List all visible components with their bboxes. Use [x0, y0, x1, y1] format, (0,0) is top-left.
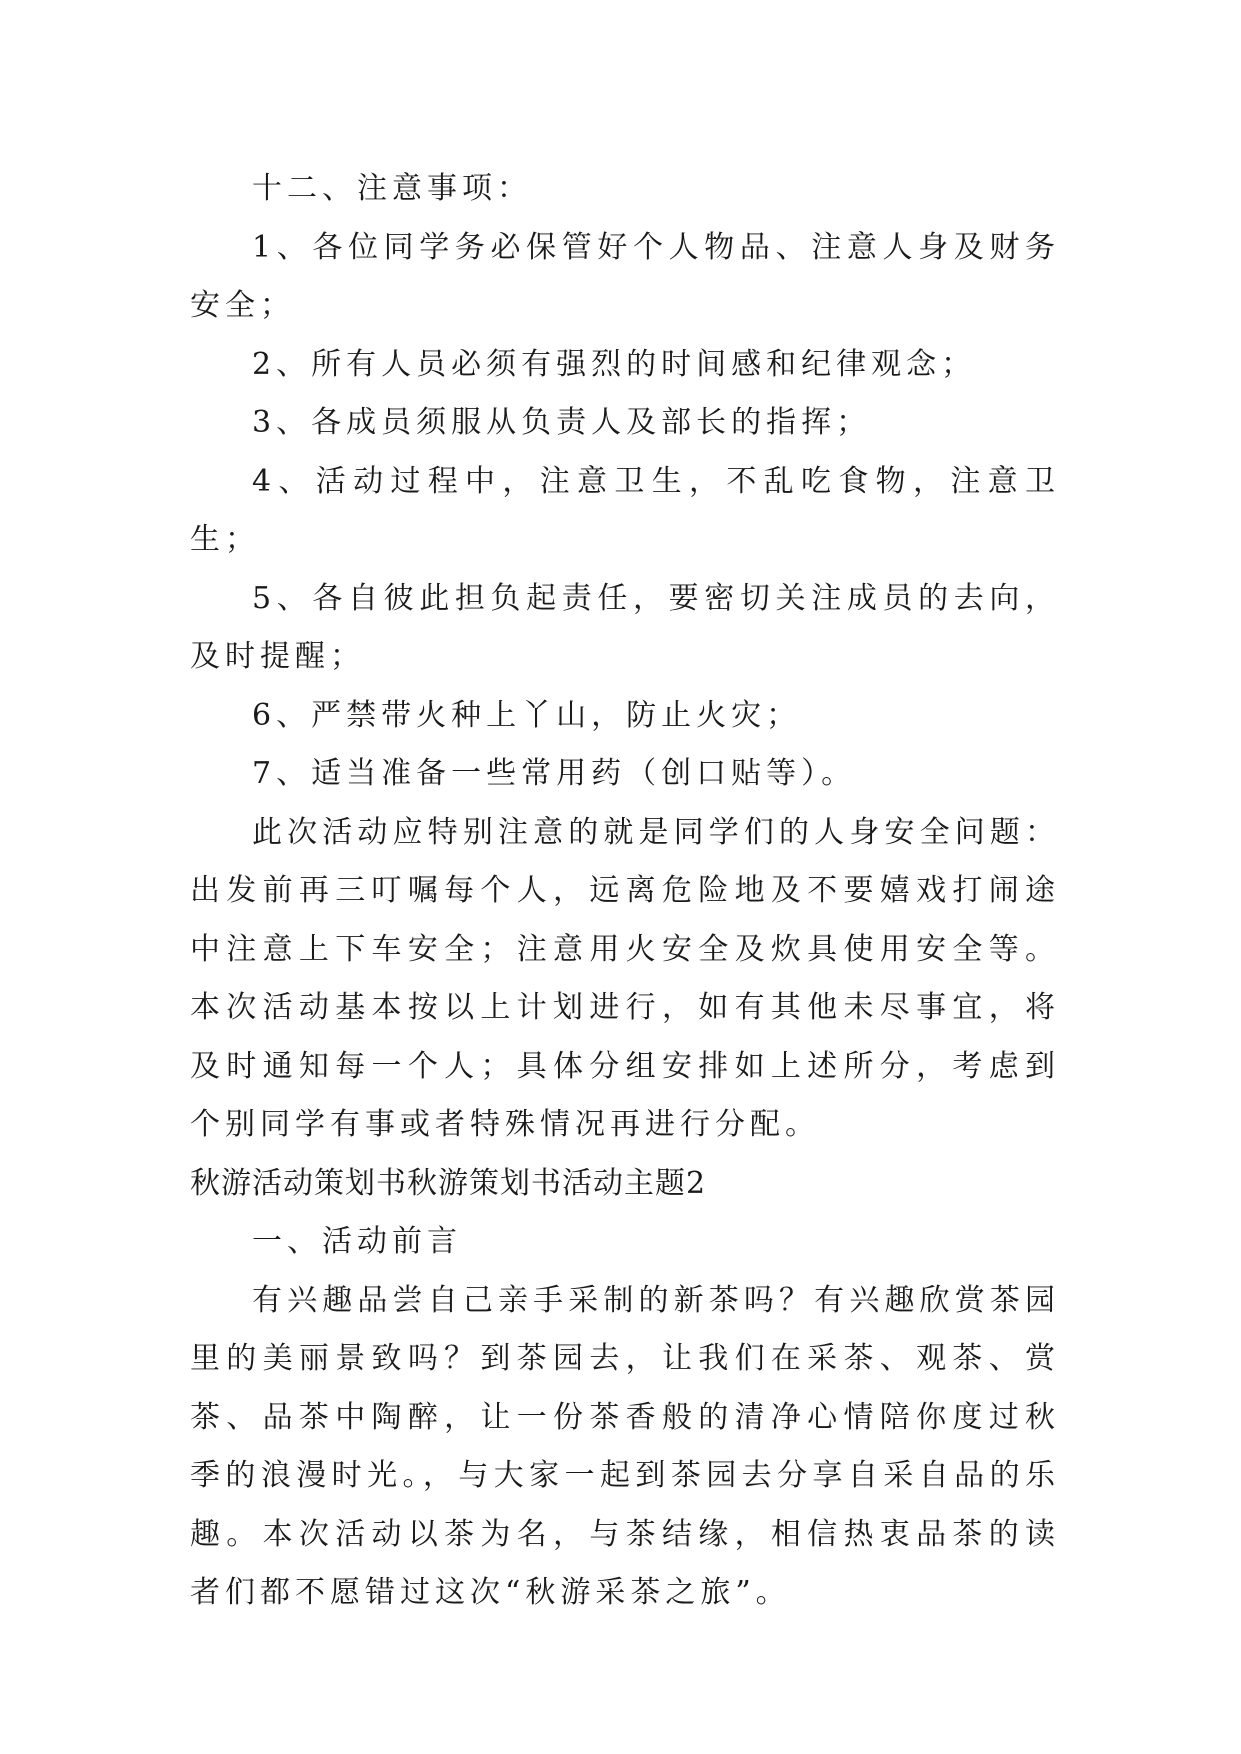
note-item-6: 6、严禁带火种上丫山，防止火灾； — [252, 697, 802, 733]
note-item-7: 7、适当准备一些常用药（创口贴等）。 — [252, 756, 857, 791]
note-item-5: 5、各自彼此担负起责任，要密切关注成员的去向，及时提醒； — [190, 580, 1060, 674]
document-body — [190, 160, 1060, 1623]
preface-heading: 一、活动前言 — [252, 1224, 462, 1259]
notes-heading: 十二、注意事项： — [252, 171, 532, 206]
note-item-1: 1、各位同学务必保管好个人物品、注意人身及财务安全； — [190, 229, 1060, 323]
note-item-3: 3、各成员须服从负责人及部长的指挥； — [252, 405, 872, 440]
section-title: 秋游活动策划书秋游策划书活动主题2 — [190, 1165, 707, 1201]
note-item-4: 4、活动过程中，注意卫生，不乱吃食物，注意卫生； — [190, 463, 1060, 557]
note-item-2: 2、所有人员必须有强烈的时间感和纪律观念； — [252, 346, 977, 382]
safety-paragraph: 此次活动应特别注意的就是同学们的人身安全问题：出发前再三叮嘱每个人，远离危险地及不要嬉戏打闹途中注意上下车安全；注意用火安全及炊具使用安全等。本次活动基本按以上计划进行，如有其他未尽事宜，将及时通知每一个人；具体分组安排如上述所分，考虑到个别同学有事或者特殊情况再进行分配。 — [190, 814, 1060, 1142]
preface-paragraph: 有兴趣品尝自己亲手采制的新茶吗？有兴趣欣赏茶园里的美丽景致吗？到茶园去，让我们在采茶、观茶、赏茶、品茶中陶醉，让一份茶香般的清净心情陪你度过秋季的浪漫时光。，与大家一起到茶园去分享自采自品的乐趣。本次活动以茶为名，与茶结缘，相信热衷品茶的读者们都不愿错过这次“秋游采茶之旅”。 — [190, 1282, 1060, 1610]
